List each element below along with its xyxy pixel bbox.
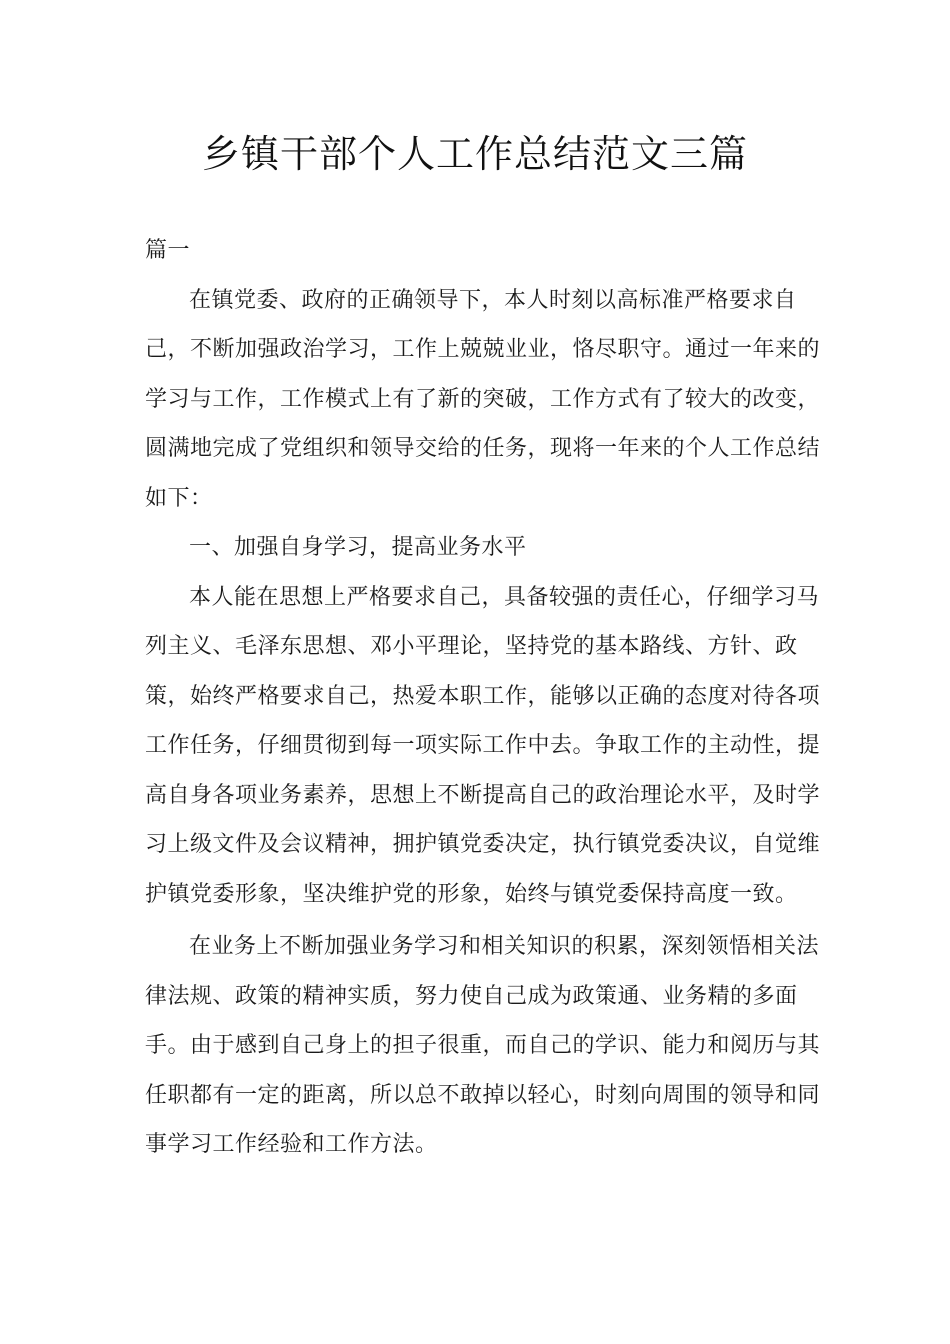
- document-title: 乡镇干部个人工作总结范文三篇: [201, 132, 748, 176]
- section-label: 篇一: [145, 238, 191, 263]
- paragraph-study: 本人能在思想上严格要求自己，具备较强的责任心，仔细学习马列主义、毛泽东思想、邓小平理论，坚持党的基本路线、方针、政策，始终严格要求自己，热爱本职工作，能够以正确的态度对待各项工作任务，仔细贯彻到每一项实际工作中去。争取工作的主动性，提高自身各项业务素养，思想上不断提高自己的政治理论水平，及时学习上级文件及会议精神，拥护镇党委决定，执行镇党委决议，自觉维护镇党委形象，坚决维护党的形象，始终与镇党委保持高度一致。: [145, 584, 821, 907]
- paragraph-business: 在业务上不断加强业务学习和相关知识的积累，深刻领悟相关法律法规、政策的精神实质，努力使自己成为政策通、业务精的多面手。由于感到自己身上的担子很重，而自己的学识、能力和阅历与其任职都有一定的距离，所以总不敢掉以轻心，时刻向周围的领导和同事学习工作经验和工作方法。: [145, 934, 821, 1157]
- section-heading: 一、加强自身学习，提高业务水平: [189, 535, 527, 560]
- document-body: [145, 226, 825, 1170]
- paragraph-intro: 在镇党委、政府的正确领导下，本人时刻以高标准严格要求自己，不断加强政治学习，工作上兢兢业业，恪尽职守。通过一年来的学习与工作，工作模式上有了新的突破，工作方式有了较大的改变，圆满地完成了党组织和领导交给的任务，现将一年来的个人工作总结如下：: [145, 287, 821, 511]
